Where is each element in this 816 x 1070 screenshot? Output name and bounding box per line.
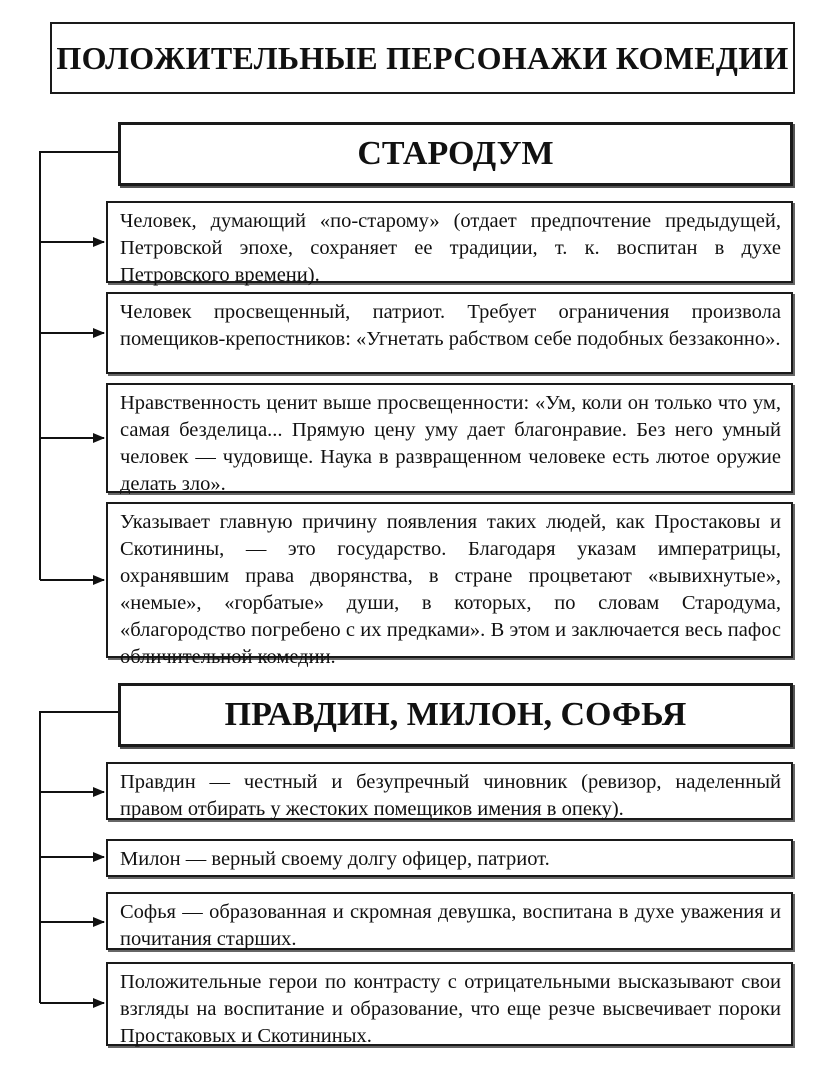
info-text: Человек, думающий «по-старому» (отдает предпочтение предыдущей, Петровской эпохе, сохраняет ее традиции, т. к. воспитан в духе Петровского времени). (120, 210, 781, 286)
info-text: Милон — верный своему долгу офицер, патриот. (120, 848, 550, 870)
page-title (50, 22, 795, 94)
info-box (106, 839, 793, 877)
info-text: Человек просвещенный, патриот. Требует ограничения произвола помещиков-крепостников: «Угнетать рабством себе подобных беззаконно». (120, 301, 781, 350)
info-text: Софья — образованная и скромная девушка, воспитана в духе уважения и почитания старших. (120, 901, 781, 950)
info-box (106, 962, 793, 1046)
info-box (106, 502, 793, 668)
info-box (106, 201, 793, 286)
info-box (106, 292, 793, 374)
section-header-starodum (118, 122, 793, 186)
section-header-pravdin-milon-sofya (118, 683, 793, 747)
info-text: Положительные герои по контрасту с отрицательными высказывают свои взгляды на воспитание и образование, что еще резче высвечивает пороки Простаковых и Скотининых. (120, 971, 781, 1047)
info-text: Указывает главную причину появления таких людей, как Простаковы и Скотинины, — это государство. Благодаря указам императрицы, охранявшим права дворянства, в стране процветают «вывихнутые», «немые», «горбатые» души, в которых, по словам Стародума, «благородство погребено с их предками». В этом и заключается весь пафос обличительной комедии. (120, 511, 781, 668)
info-text: Правдин — честный и безупречный чиновник (ревизор, наделенный правом отбирать у жестоких помещиков имения в опеку). (120, 771, 781, 820)
section-header-text: СТАРОДУМ (357, 135, 554, 172)
page-title-text: ПОЛОЖИТЕЛЬНЫЕ ПЕРСОНАЖИ КОМЕДИИ (56, 39, 789, 76)
section-header-text: ПРАВДИН, МИЛОН, СОФЬЯ (224, 696, 687, 733)
info-box (106, 383, 793, 493)
info-box (106, 892, 793, 950)
info-text: Нравственность ценит выше просвещенности: «Ум, коли он только что ум, самая безделица... Прямую цену уму дает благонравие. Без него умный человек — чудовище. Наука в развращенном человеке есть лютое оружие делать зло». (120, 392, 781, 495)
info-box (106, 762, 793, 820)
